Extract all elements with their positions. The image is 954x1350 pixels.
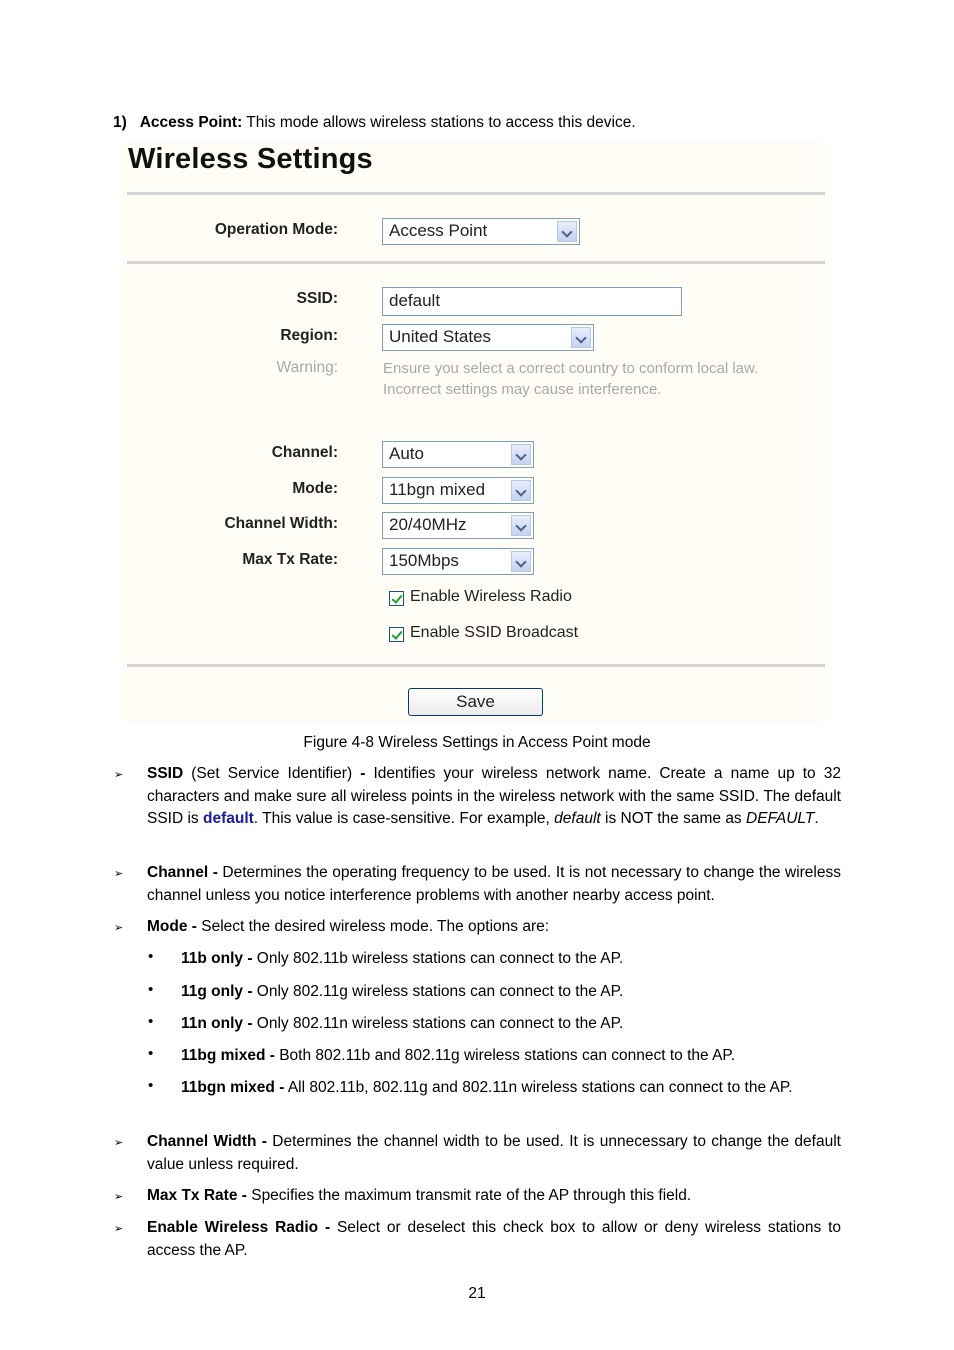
region-value: United States	[389, 327, 492, 346]
wireless-settings-title: Wireless Settings	[128, 143, 373, 175]
page-number: 21	[468, 1285, 486, 1302]
dot-bullet-icon: •	[148, 1077, 154, 1094]
ssid-text-3: . This value is case-sensitive. For example,	[253, 810, 555, 827]
mode-value: 11bgn mixed	[389, 480, 486, 499]
mode-option-term: 11bg mixed -	[181, 1047, 275, 1064]
arrow-bullet-icon: ➢	[114, 769, 124, 781]
enable-wireless-radio-label: Enable Wireless Radio	[410, 588, 572, 605]
mode-text: Select the desired wireless mode. The options are:	[196, 918, 550, 935]
mode-description	[147, 916, 841, 939]
figure-caption: Figure 4-8 Wireless Settings in Access Point mode	[303, 734, 651, 751]
chevron-down-icon	[511, 444, 531, 465]
dot-bullet-icon: •	[148, 948, 154, 965]
channel-description	[147, 862, 841, 907]
warning-line-2: Incorrect settings may cause interference.	[383, 381, 662, 398]
mode-option-text: Only 802.11g wireless stations can connect to the AP.	[252, 983, 624, 1000]
warning-line-1: Ensure you select a correct country to conform local law.	[383, 360, 759, 377]
enable-wireless-radio-text: Select or deselect this check box to allow or deny wireless stations to access the AP.	[147, 1219, 841, 1259]
ssid-italic-1: default	[554, 810, 601, 827]
channel-text: Determines the operating frequency to be used. It is not necessary to change the wireless channel unless you notice interference problems with another nearby access point.	[147, 864, 841, 904]
max-tx-rate-description	[147, 1185, 841, 1208]
max-tx-rate-text: Specifies the maximum transmit rate of the AP through this field.	[246, 1187, 692, 1204]
channel-width-text: Determines the channel width to be used. It is unnecessary to change the default value unless required.	[147, 1133, 841, 1173]
ssid-default-word: default	[202, 810, 254, 827]
channel-width-description	[147, 1131, 841, 1176]
channel-width-label: Channel Width:	[224, 515, 338, 532]
mode-option-term: 11b only -	[181, 950, 253, 967]
max-tx-rate-value: 150Mbps	[389, 551, 459, 570]
mode-option-term: 11bgn mixed -	[181, 1079, 285, 1096]
chevron-down-icon	[571, 327, 591, 348]
channel-term: Channel -	[147, 864, 218, 881]
intro-term: Access Point:	[139, 114, 243, 131]
chevron-down-icon	[511, 480, 531, 501]
ssid-label: SSID:	[296, 290, 338, 307]
mode-option	[181, 948, 841, 971]
enable-wireless-radio-term: Enable Wireless Radio -	[147, 1219, 331, 1236]
mode-term: Mode -	[147, 918, 197, 935]
divider	[127, 261, 825, 264]
region-label: Region:	[280, 327, 338, 344]
enable-ssid-broadcast-label: Enable SSID Broadcast	[410, 624, 579, 641]
warning-text	[383, 358, 823, 400]
divider	[127, 192, 825, 195]
chevron-down-icon	[557, 221, 577, 242]
region-select[interactable]	[382, 324, 594, 351]
mode-option-text: Only 802.11n wireless stations can connect to the AP.	[252, 1015, 624, 1032]
ssid-dash: -	[360, 765, 366, 782]
dot-bullet-icon: •	[148, 1013, 154, 1030]
mode-option	[181, 981, 841, 1004]
arrow-bullet-icon: ➢	[114, 1137, 124, 1149]
save-button[interactable]: Save	[408, 688, 543, 716]
mode-option	[181, 1013, 841, 1036]
mode-option	[181, 1045, 841, 1068]
enable-wireless-radio-checkbox[interactable]	[389, 591, 404, 606]
divider	[127, 664, 825, 667]
ssid-italic-2: DEFAULT	[746, 810, 815, 827]
ssid-text-2: Identifies your wireless network name. Create a name up to 32 characters and make sure all wireless points in the wireless network with the same SSID. The default SSID is	[147, 765, 841, 827]
enable-wireless-radio-description	[147, 1217, 841, 1262]
arrow-bullet-icon: ➢	[114, 1191, 124, 1203]
ssid-description	[147, 763, 841, 831]
channel-label: Channel:	[271, 444, 338, 461]
chevron-down-icon	[511, 551, 531, 572]
channel-value: Auto	[389, 444, 424, 463]
mode-option-term: 11n only -	[181, 1015, 253, 1032]
enable-ssid-broadcast-checkbox[interactable]	[389, 627, 404, 642]
mode-option-term: 11g only -	[181, 983, 253, 1000]
max-tx-rate-label: Max Tx Rate:	[242, 551, 338, 568]
mode-option-text: All 802.11b, 802.11g and 802.11n wireless stations can connect to the AP.	[284, 1079, 793, 1096]
mode-option-text: Both 802.11b and 802.11g wireless stations can connect to the AP.	[274, 1047, 736, 1064]
arrow-bullet-icon: ➢	[114, 922, 124, 934]
intro-text: This mode allows wireless stations to access this device.	[242, 114, 636, 131]
max-tx-rate-select[interactable]	[382, 548, 534, 575]
dot-bullet-icon: •	[148, 981, 154, 998]
ssid-term: SSID	[147, 765, 184, 782]
arrow-bullet-icon: ➢	[114, 1223, 124, 1235]
chevron-down-icon	[511, 515, 531, 536]
operation-mode-select[interactable]	[382, 218, 580, 245]
dot-bullet-icon: •	[148, 1045, 154, 1062]
channel-width-term: Channel Width -	[147, 1133, 267, 1150]
ssid-text-1: (Set Service Identifier)	[183, 765, 361, 782]
intro-line	[113, 114, 636, 132]
operation-mode-label: Operation Mode:	[214, 221, 338, 238]
operation-mode-value: Access Point	[389, 221, 488, 240]
warning-label: Warning:	[276, 359, 338, 376]
mode-option	[181, 1077, 841, 1100]
channel-select[interactable]	[382, 441, 534, 468]
channel-width-value: 20/40MHz	[389, 515, 467, 534]
mode-label: Mode:	[292, 480, 338, 497]
mode-select[interactable]	[382, 477, 534, 504]
ssid-text-5: .	[814, 810, 819, 827]
intro-number: 1)	[113, 114, 127, 131]
max-tx-rate-term: Max Tx Rate -	[147, 1187, 247, 1204]
mode-option-text: Only 802.11b wireless stations can connect to the AP.	[252, 950, 624, 967]
channel-width-select[interactable]	[382, 512, 534, 539]
ssid-text-4: is NOT the same as	[600, 810, 746, 827]
arrow-bullet-icon: ➢	[114, 868, 124, 880]
ssid-input[interactable]: default	[382, 287, 682, 316]
